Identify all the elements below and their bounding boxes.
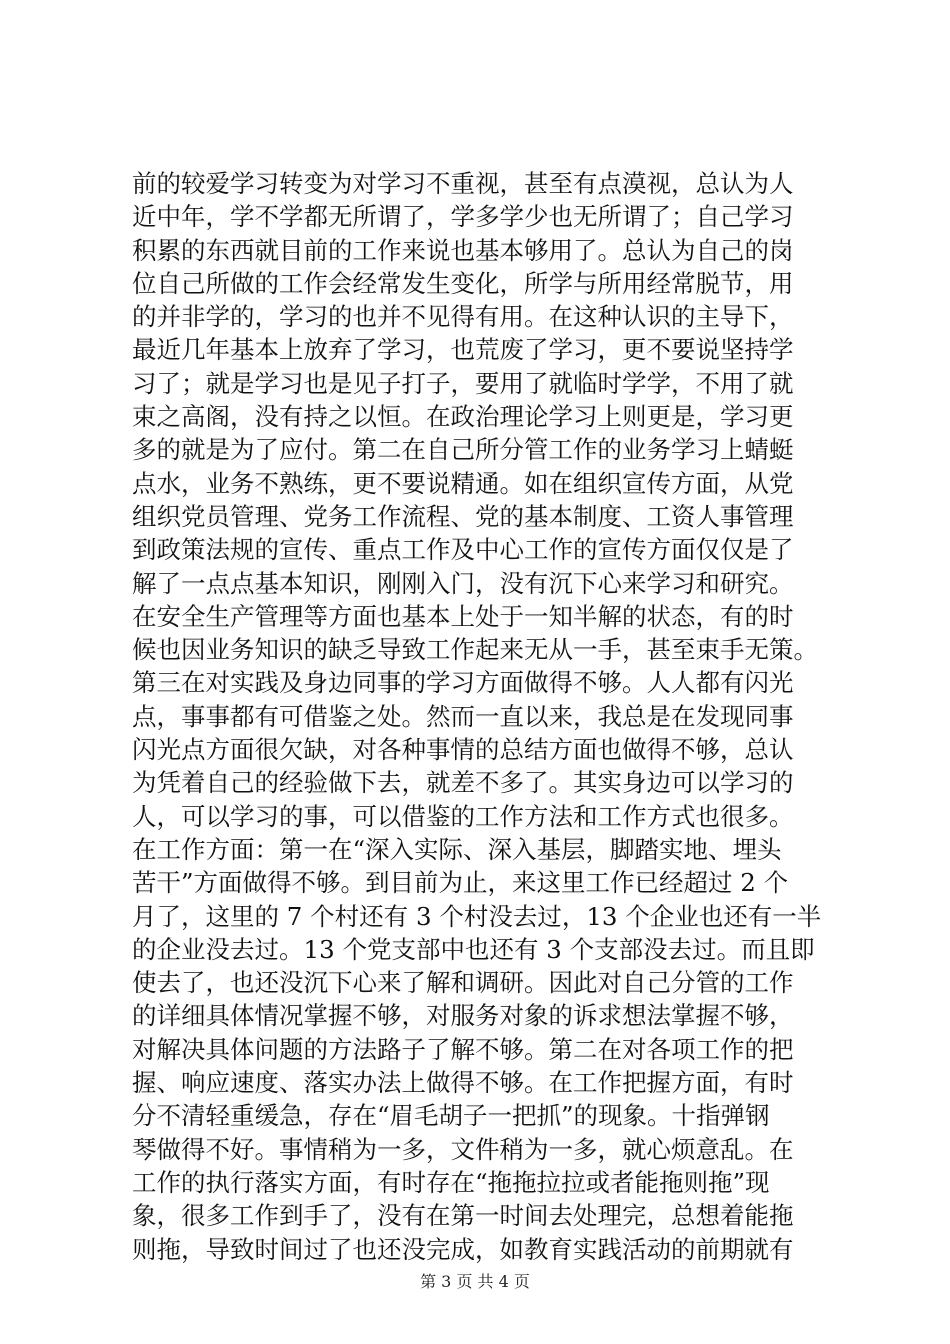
text-line: 第三在对实践及身边同事的学习方面做得不够。人人都有闪光 [132,668,794,698]
text-line: 闪光点方面很欠缺，对各种事情的总结方面也做得不够，总认 [132,735,794,765]
text-line: 在工作方面：第一在“深入实际、深入基层，脚踏实地、埋头 [132,834,782,864]
text-line: 琴做得不好。事情稍为一多，文件稍为一多，就心烦意乱。在 [132,1134,794,1164]
text-line: 的详细具体情况掌握不够，对服务对象的诉求想法掌握不够， [132,1001,794,1031]
text-line: 最近几年基本上放弃了学习，也荒废了学习，更不要说坚持学 [132,335,794,365]
text-line: 的企业没去过。13 个党支部中也还有 3 个支部没去过。而且即 [132,934,815,964]
text-line: 位自己所做的工作会经常发生变化，所学与所用经常脱节，用 [132,268,794,298]
text-line: 在安全生产管理等方面也基本上处于一知半解的状态，有的时 [132,601,794,631]
text-line: 积累的东西就目前的工作来说也基本够用了。总认为自己的岗 [132,235,794,265]
text-line: 点水，业务不熟练，更不要说精通。如在组织宣传方面，从党 [132,468,794,498]
text-line: 点，事事都有可借鉴之处。然而一直以来，我总是在发现同事 [132,701,794,731]
text-line: 分不清轻重缓急，存在“眉毛胡子一把抓”的现象。十指弹钢 [132,1101,770,1131]
page-footer: 第 3 页 共 4 页 [420,1272,530,1291]
text-line: 前的较爱学习转变为对学习不重视，甚至有点漠视，总认为人 [132,169,794,198]
document-body [132,167,832,1266]
text-line: 对解决具体问题的方法路子了解不够。第二在对各项工作的把 [132,1034,794,1064]
text-line: 使去了，也还没沉下心来了解和调研。因此对自己分管的工作 [132,968,794,998]
text-line: 工作的执行落实方面，有时存在“拖拖拉拉或者能拖则拖”现 [132,1167,770,1197]
text-line: 习了；就是学习也是见子打子，要用了就临时学学，不用了就 [132,368,794,398]
text-line: 握、响应速度、落实办法上做得不够。在工作把握方面，有时 [132,1068,794,1098]
text-line: 象，很多工作到手了，没有在第一时间去处理完，总想着能拖 [132,1201,794,1231]
text-line: 苦干”方面做得不够。到目前为止，来这里工作已经超过 2 个 [132,868,789,898]
text-line: 候也因业务知识的缺乏导致工作起来无从一手，甚至束手无策。 [132,635,818,665]
text-line: 多的就是为了应付。第二在自己所分管工作的业务学习上蜻蜓 [132,435,794,465]
text-line: 束之高阁，没有持之以恒。在政治理论学习上则更是，学习更 [132,402,794,432]
text-line: 解了一点点基本知识，刚刚入门，没有沉下心来学习和研究。 [132,568,794,598]
text-line: 人，可以学习的事，可以借鉴的工作方法和工作方式也很多。 [132,801,794,831]
text-line: 为凭着自己的经验做下去，就差不多了。其实身边可以学习的 [132,768,794,798]
text-line: 到政策法规的宣传、重点工作及中心工作的宣传方面仅仅是了 [132,535,794,565]
text-line: 的并非学的，学习的也并不见得有用。在这种认识的主导下， [132,302,794,332]
text-line: 月了，这里的 7 个村还有 3 个村没去过，13 个企业也还有一半 [132,901,822,931]
text-line: 组织党员管理、党务工作流程、党的基本制度、工资人事管理 [132,501,794,531]
text-line: 近中年，学不学都无所谓了，学多学少也无所谓了；自己学习 [132,202,794,232]
text-line: 则拖，导致时间过了也还没完成，如教育实践活动的前期就有 [132,1234,794,1264]
